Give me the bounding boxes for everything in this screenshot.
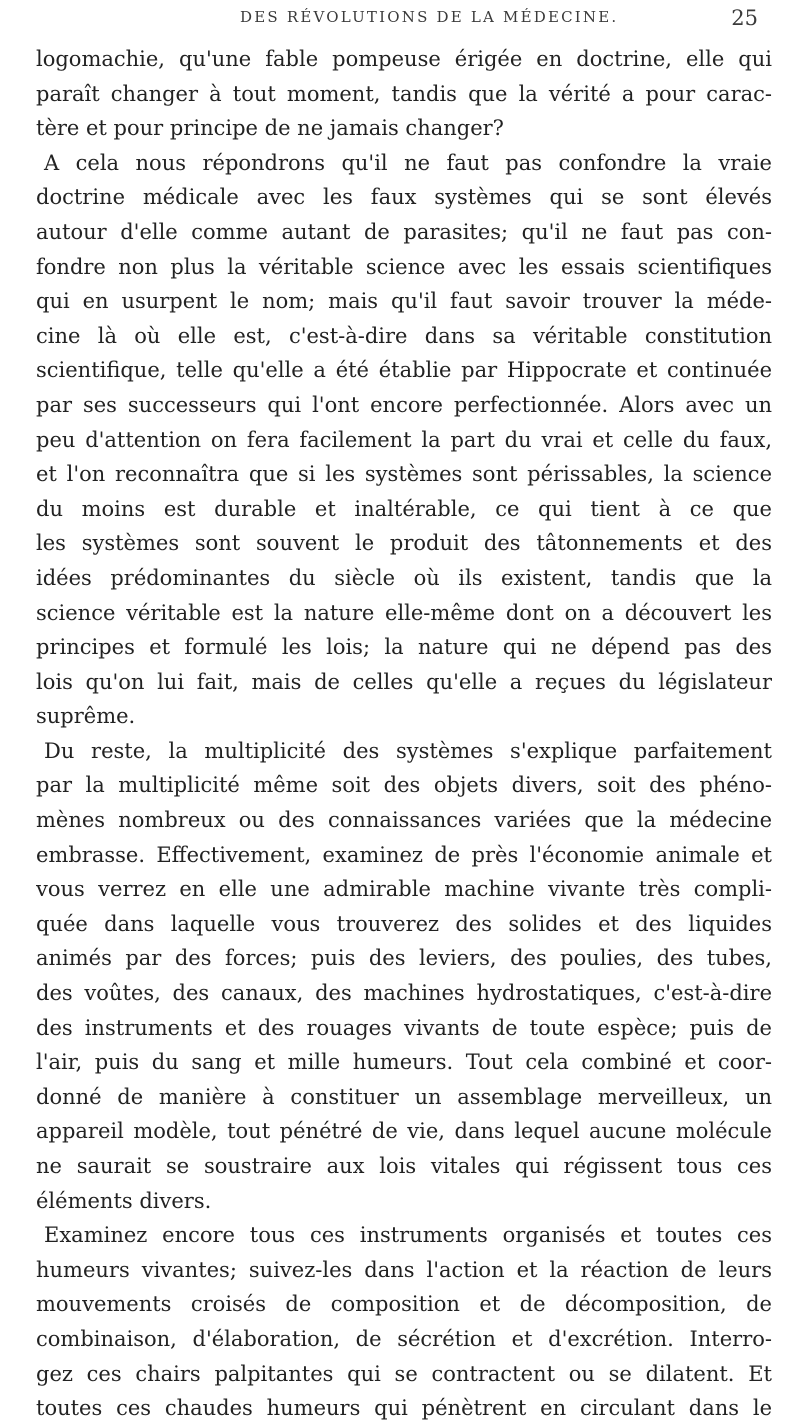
text-line: suprême. [36, 704, 136, 729]
text-line: A cela nous répondrons qu'il ne faut pas confondre la vraie [44, 150, 772, 175]
text-line: toutes ces chaudes humeurs qui pénètrent en circulant dans le [36, 1396, 772, 1421]
page-number: 25 [731, 6, 758, 30]
text-line: peu d'attention on fera facilement la part du vrai et celle du faux, [36, 427, 772, 452]
text-line: embrasse. Effectivement, examinez de près l'économie animale et [36, 842, 772, 867]
text-line: mènes nombreux ou des connaissances variées que la médecine [36, 808, 772, 833]
text-line: Du reste, la multiplicité des systèmes s'explique parfaitement [44, 738, 772, 763]
text-line: quée dans laquelle vous trouverez des solides et des liquides [36, 911, 772, 936]
text-line: paraît changer à tout moment, tandis que la vérité a pour carac- [36, 81, 772, 106]
text-line: l'air, puis du sang et mille humeurs. Tout cela combiné et coor- [36, 1050, 772, 1075]
text-line: combinaison, d'élaboration, de sécrétion et d'excrétion. Interro- [36, 1326, 772, 1351]
text-line: appareil modèle, tout pénétré de vie, dans lequel aucune molécule [36, 1119, 772, 1144]
text-line: science véritable est la nature elle-même dont on a découvert les [36, 600, 772, 625]
text-line: par la multiplicité même soit des objets divers, soit des phéno- [36, 773, 772, 798]
text-line: tère et pour principe de ne jamais changer? [36, 116, 504, 141]
text-line: principes et formulé les lois; la nature qui ne dépend pas des [36, 635, 772, 660]
text-line: qui en usurpent le nom; mais qu'il faut savoir trouver la méde- [36, 289, 772, 314]
text-line: scientifique, telle qu'elle a été établie par Hippocrate et continuée [36, 358, 772, 383]
text-line: vous verrez en elle une admirable machine vivante très compli- [36, 877, 772, 902]
text-line: Examinez encore tous ces instruments organisés et toutes ces [44, 1223, 772, 1248]
text-line: des voûtes, des canaux, des machines hydrostatiques, c'est-à-dire [36, 981, 772, 1006]
text-line: lois qu'on lui fait, mais de celles qu'elle a reçues du législateur [36, 669, 772, 694]
text-line: idées prédominantes du siècle où ils existent, tandis que la [36, 565, 772, 590]
text-line: humeurs vivantes; suivez-les dans l'action et la réaction de leurs [36, 1257, 772, 1282]
text-line: gez ces chairs palpitantes qui se contractent ou se dilatent. Et [36, 1361, 772, 1386]
text-line: cine là où elle est, c'est-à-dire dans sa véritable constitution [36, 323, 772, 348]
running-title: DES RÉVOLUTIONS DE LA MÉDECINE. [240, 8, 619, 26]
running-head [0, 4, 800, 32]
text-line: animés par des forces; puis des leviers, des poulies, des tubes, [36, 946, 772, 971]
text-line: éléments divers. [36, 1188, 212, 1213]
text-line: par ses successeurs qui l'ont encore perfectionnée. Alors avec un [36, 392, 772, 417]
text-line: fondre non plus la véritable science avec les essais scientifiques [36, 254, 772, 279]
text-line: ne saurait se soustraire aux lois vitales qui régissent tous ces [36, 1154, 772, 1178]
text-line: et l'on reconnaîtra que si les systèmes sont périssables, la science [36, 462, 772, 487]
body-text [36, 42, 772, 1426]
text-line: autour d'elle comme autant de parasites; qu'il ne faut pas con- [36, 219, 772, 244]
text-line: mouvements croisés de composition et de décomposition, de [36, 1292, 772, 1317]
text-line: donné de manière à constituer un assemblage merveilleux, un [36, 1084, 772, 1109]
text-line: du moins est durable et inaltérable, ce qui tient à ce que [36, 496, 772, 521]
text-line: logomachie, qu'une fable pompeuse érigée en doctrine, elle qui [36, 47, 772, 71]
text-line: des instruments et des rouages vivants de toute espèce; puis de [36, 1015, 772, 1040]
text-line: doctrine médicale avec les faux systèmes qui se sont élevés [36, 185, 772, 210]
text-line: les systèmes sont souvent le produit des tâtonnements et des [36, 531, 772, 556]
